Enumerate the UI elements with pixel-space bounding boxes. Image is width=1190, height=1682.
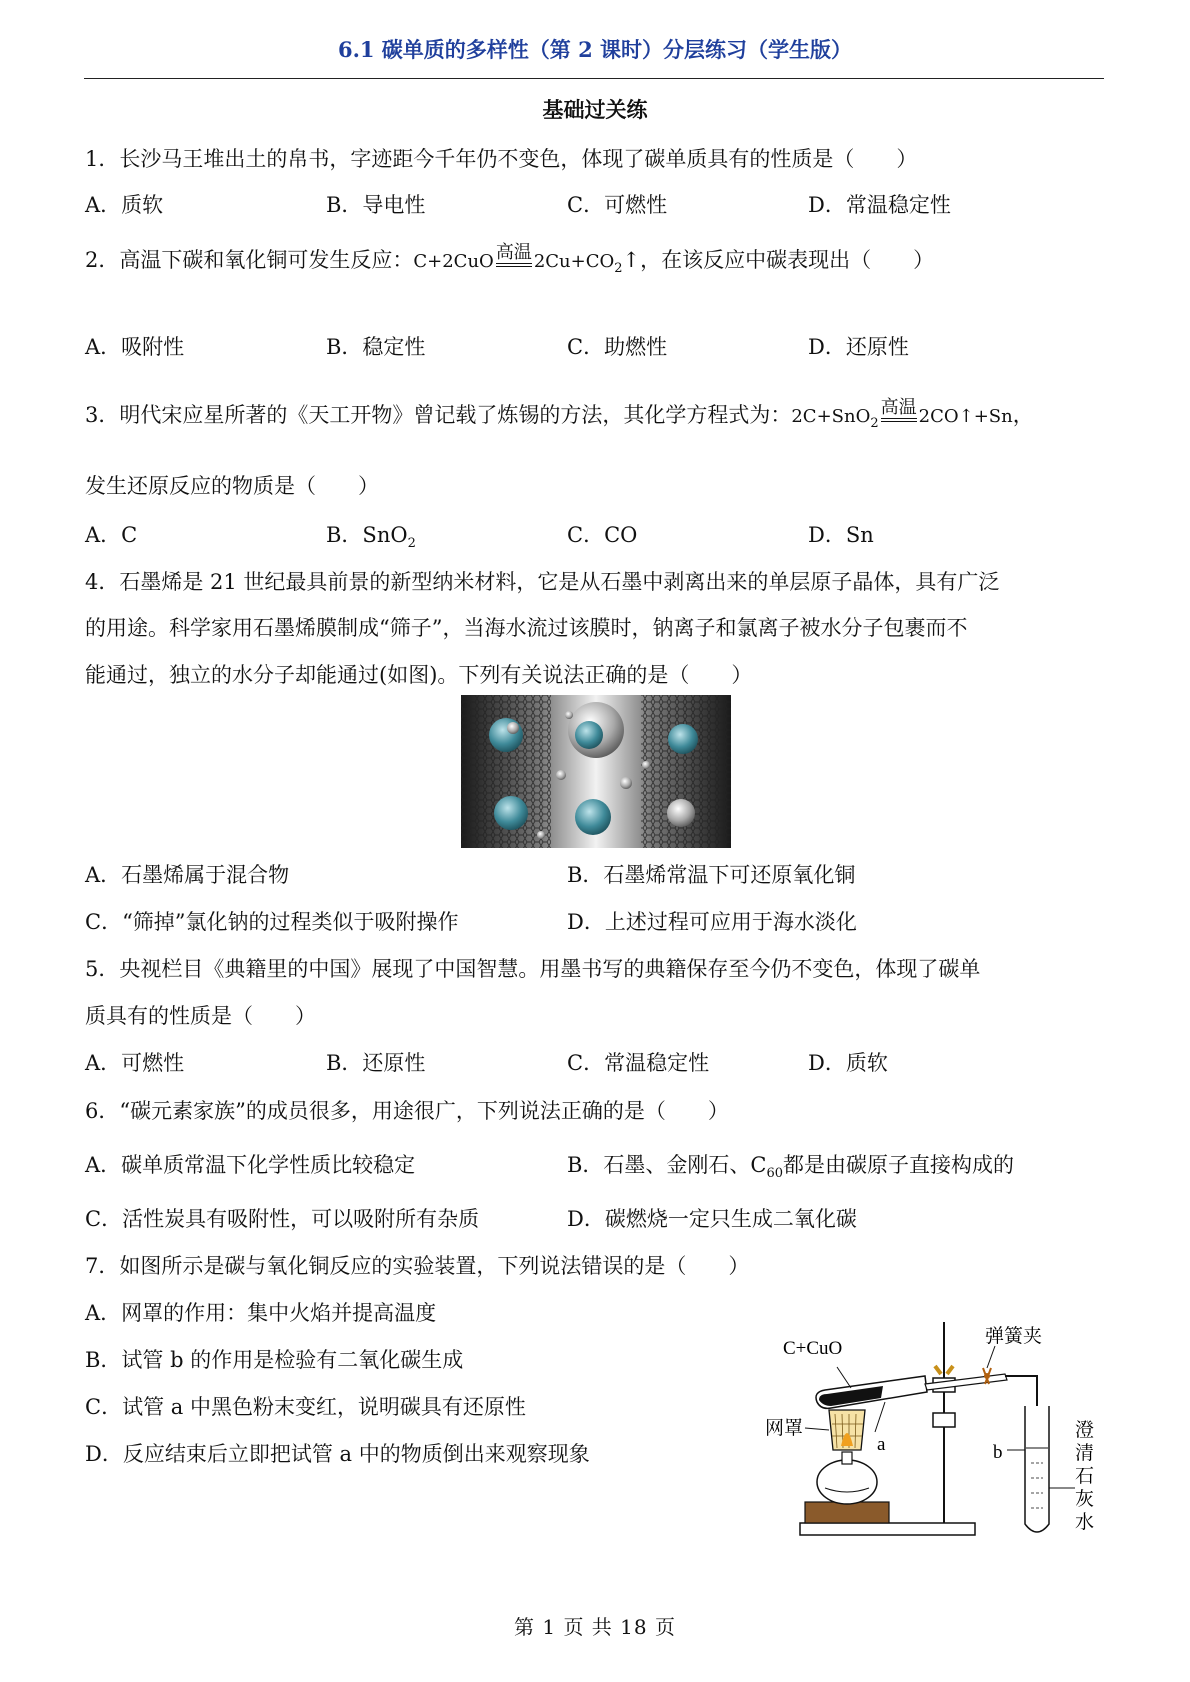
label-limewater-3: 石	[1075, 1466, 1095, 1487]
header-title: 6.1 碳单质的多样性（第 2 课时）分层练习（学生版）	[337, 37, 853, 62]
leader-reactants	[837, 1367, 851, 1388]
q7-option-b: B．试管 b 的作用是检验有二氧化碳生成	[85, 1348, 464, 1372]
q2-eq-right-sub: 2	[614, 261, 623, 277]
q1-option-c: C．可燃性	[567, 193, 668, 217]
q3-option-c: C．CO	[567, 523, 638, 547]
test-tube-b	[1025, 1406, 1049, 1532]
q2-stem-before: 2．高温下碳和氧化铜可发生反应：	[85, 248, 414, 272]
lamp-base	[805, 1502, 889, 1523]
spring-clamp-pivot	[984, 1373, 990, 1379]
page-footer: 第 1 页 共 18 页	[514, 1615, 676, 1639]
leader-a	[875, 1402, 885, 1432]
q4-option-a: A．石墨烯属于混合物	[85, 863, 290, 887]
q2-option-c: C．助燃性	[567, 335, 668, 359]
label-limewater-1: 澄	[1075, 1420, 1095, 1441]
q1-stem: 1．长沙马王堆出土的帛书，字迹距今千年仍不变色，体现了碳单质具有的性质是（ ）	[85, 147, 918, 171]
stand-base	[800, 1523, 975, 1535]
section-title: 基础过关练	[542, 97, 648, 122]
q4-option-c: C．“筛掉”氯化钠的过程类似于吸附操作	[85, 910, 459, 934]
leader-gauze	[805, 1428, 829, 1430]
q3-stem	[85, 399, 1034, 431]
q5-option-c: C．常温稳定性	[567, 1051, 710, 1075]
label-limewater-4: 灰	[1075, 1489, 1095, 1510]
q2-option-b: B．稳定性	[326, 335, 426, 359]
label-tube-b: b	[993, 1442, 1003, 1463]
q6-option-b-after: 都是由碳原子直接构成的	[783, 1153, 1015, 1177]
q6-option-c: C．活性炭具有吸附性，可以吸附所有杂质	[85, 1207, 480, 1231]
q5-option-a: A．可燃性	[85, 1051, 185, 1075]
q2-eq-right-b: ↑	[622, 248, 641, 272]
apparatus-figure	[765, 1318, 1120, 1553]
q3-eq-left-a: 2C+SnO	[791, 406, 871, 427]
q3-stem-before: 3．明代宋应星所著的《天工开物》曾记载了炼锡的方法，其化学方程式为：	[85, 403, 792, 427]
label-limewater-5: 水	[1075, 1512, 1095, 1533]
q6-option-b-before: B．石墨、金刚石、C	[567, 1153, 767, 1177]
q3-option-b-text: B．SnO	[326, 523, 408, 547]
graphene-membrane-figure	[461, 695, 731, 848]
header-divider	[84, 78, 1104, 79]
q2-option-a: A．吸附性	[85, 335, 185, 359]
q5-stem-line1: 5．央视栏目《典籍里的中国》展现了中国智慧。用墨书写的典籍保存至今仍不变色，体现了碳单	[85, 957, 981, 981]
q2-condition-text: 高温	[495, 242, 532, 263]
q2-option-d: D．还原性	[808, 335, 909, 359]
q7-option-a: A．网罩的作用：集中火焰并提高温度	[85, 1301, 437, 1325]
q4-stem-line3: 能通过，独立的水分子却能通过(如图)。下列有关说法正确的是（ ）	[85, 663, 753, 687]
double-line	[881, 418, 917, 422]
q7-option-c: C．试管 a 中黑色粉末变红，说明碳具有还原性	[85, 1395, 526, 1419]
q6-option-b	[567, 1149, 1014, 1181]
label-reactants: C+CuO	[783, 1338, 843, 1359]
q7-stem: 7．如图所示是碳与氧化铜反应的实验装置，下列说法错误的是（ ）	[85, 1254, 750, 1278]
label-gauze: 网罩	[765, 1418, 804, 1439]
q2-eq-condition	[494, 244, 534, 267]
stand-clamp	[933, 1413, 955, 1427]
delivery-tube	[925, 1374, 1007, 1390]
q4-stem-line2: 的用途。科学家用石墨烯膜制成“筛子”，当海水流过该膜时，钠离子和氯离子被水分子包裹而不	[85, 616, 968, 640]
q1-option-b: B．导电性	[326, 193, 426, 217]
q5-option-d: D．质软	[808, 1051, 888, 1075]
q1-option-a: A．质软	[85, 193, 164, 217]
q3-condition-text: 高温	[880, 397, 917, 418]
q5-stem-line2: 质具有的性质是（ ）	[85, 1004, 316, 1028]
q4-stem-line1: 4．石墨烯是 21 世纪最具前景的新型纳米材料，它是从石墨中剥离出来的单层原子晶体，具有广泛	[85, 570, 1000, 594]
lamp-wick-holder	[842, 1452, 852, 1464]
q7-option-d: D．反应结束后立即把试管 a 中的物质倒出来观察现象	[85, 1442, 590, 1466]
q5-option-b: B．还原性	[326, 1051, 426, 1075]
q3-eq-right: 2CO↑+Sn	[918, 406, 1013, 427]
q6-option-d: D．碳燃烧一定只生成二氧化碳	[567, 1207, 857, 1231]
leader-clamp	[987, 1346, 995, 1368]
q3-eq-left-sub: 2	[870, 416, 879, 432]
q2-stem	[85, 244, 934, 276]
double-line	[496, 263, 532, 267]
q3-option-b-sub: 2	[407, 536, 416, 552]
label-limewater-2: 清	[1075, 1443, 1095, 1464]
q4-option-d: D．上述过程可应用于海水淡化	[567, 910, 857, 934]
q6-option-b-sub: 60	[766, 1166, 784, 1182]
label-spring-clamp: 弹簧夹	[985, 1326, 1043, 1347]
q1-option-d: D．常温稳定性	[808, 193, 951, 217]
q2-eq-right-a: 2Cu+CO	[533, 251, 615, 272]
q3-option-a: A．C	[85, 523, 138, 547]
q3-eq-condition	[879, 399, 919, 422]
q3-stem-line2: 发生还原反应的物质是（ ）	[85, 474, 379, 498]
label-tube-a: a	[877, 1434, 886, 1455]
q6-option-a: A．碳单质常温下化学性质比较稳定	[85, 1153, 416, 1177]
alcohol-lamp	[817, 1460, 877, 1504]
q2-stem-after: ，在该反应中碳表现出（ ）	[640, 248, 935, 272]
q2-eq-left: C+2CuO	[413, 251, 494, 272]
q3-option-d: D．Sn	[808, 523, 874, 547]
q6-stem: 6．“碳元素家族”的成员很多，用途很广，下列说法正确的是（ ）	[85, 1099, 729, 1123]
q4-option-b: B．石墨烯常温下可还原氧化铜	[567, 863, 856, 887]
q3-option-b	[326, 519, 416, 551]
q3-stem-comma: ，	[1012, 403, 1034, 427]
